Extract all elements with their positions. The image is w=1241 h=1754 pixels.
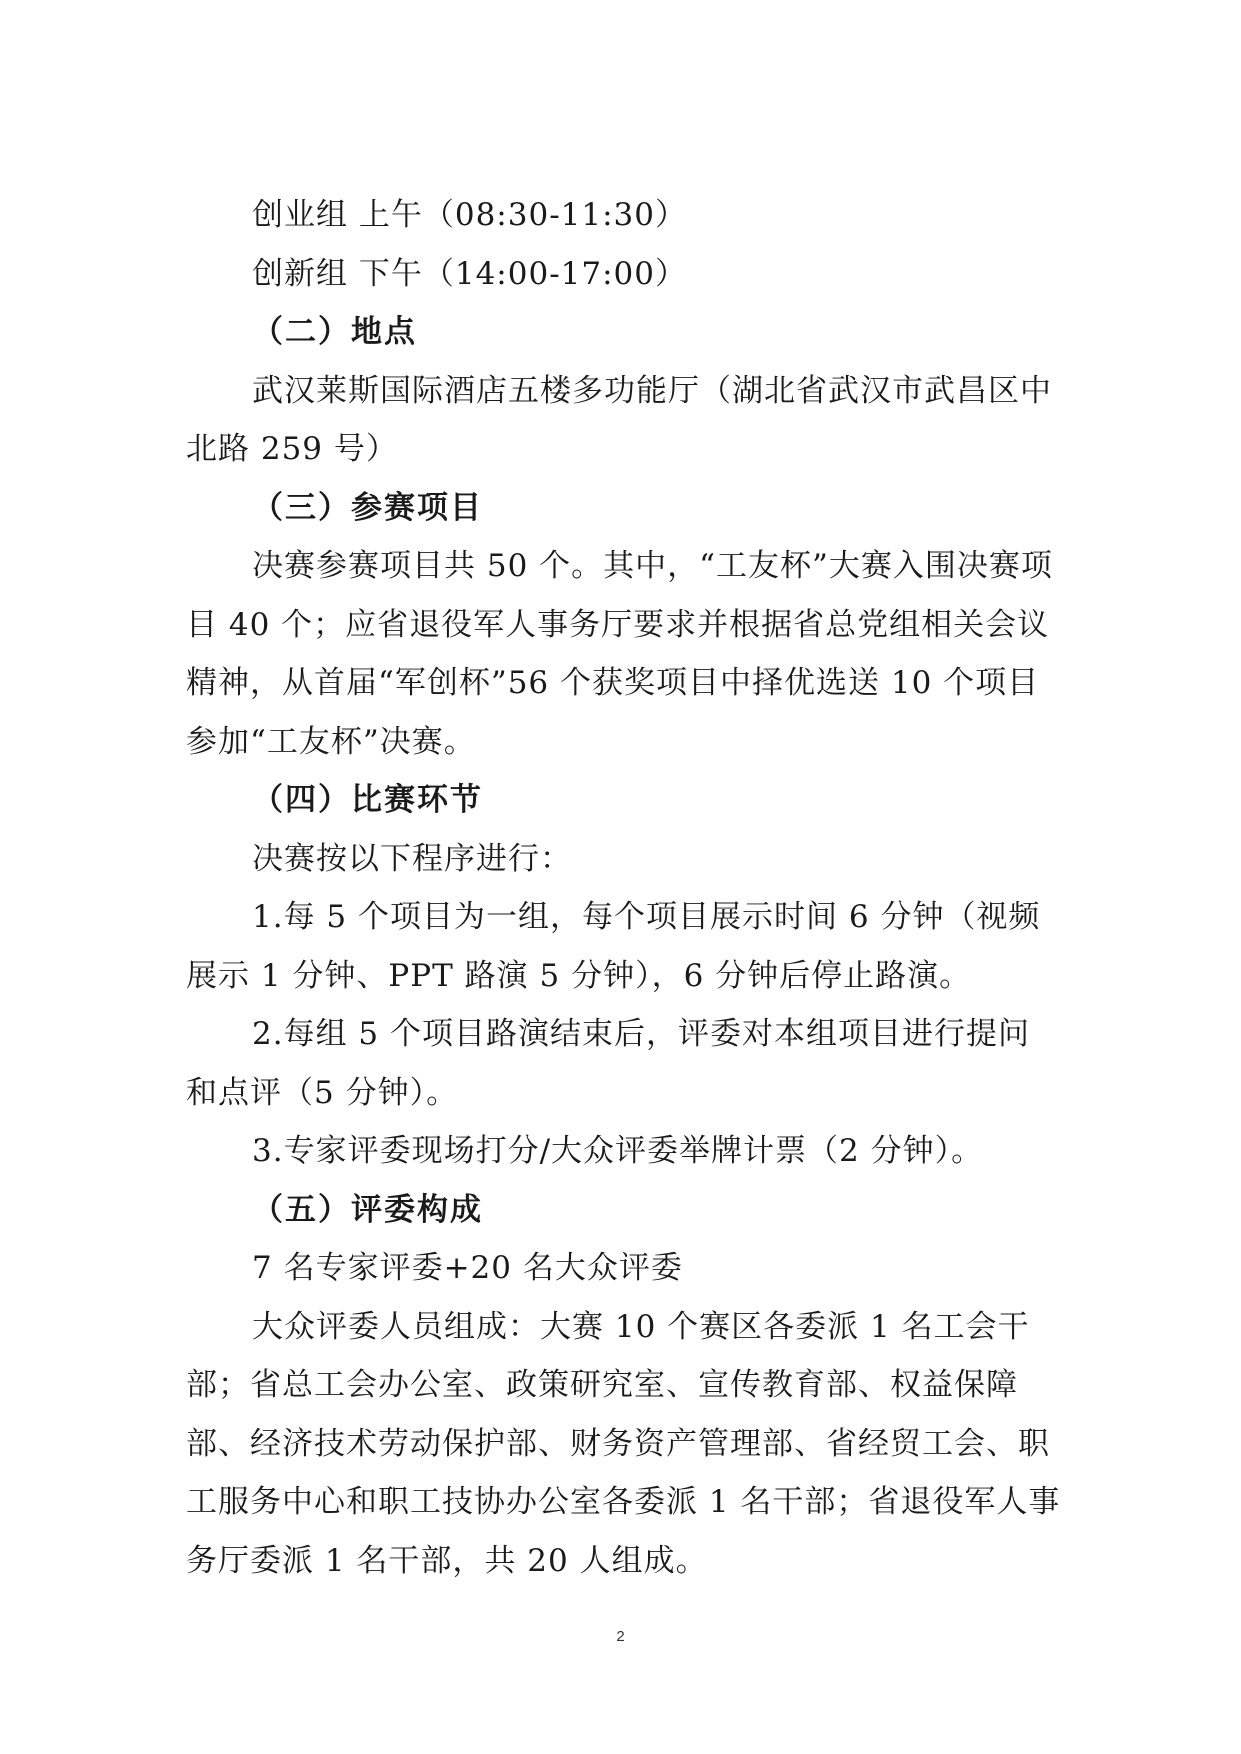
paragraph-projects: 决赛参赛项目共 50 个。其中，“工友杯”大赛入围决赛项目 40 个；应省退役军人事务厅要求并根据省总党组相关会议精神，从首届“军创杯”56 个获奖项目中择优选送 10 个项目参加“工友杯”决赛。 [186,548,1053,760]
paragraph-procedure-intro: 决赛按以下程序进行： [252,840,572,877]
paragraph-location: 武汉莱斯国际酒店五楼多功能厅（湖北省武汉市武昌区中北路 259 号） [186,372,1052,467]
heading-projects: （三）参赛项目 [252,489,483,526]
paragraph-innovation-group-time: 创新组 下午（14:00-17:00） [252,255,688,292]
page-number: 2 [616,1628,625,1645]
heading-location: （二）地点 [252,314,417,350]
paragraph-public-judges: 大众评委人员组成：大赛 10 个赛区各委派 1 名工会干部；省总工会办公室、政策研究室、宣传教育部、权益保障部、经济技术劳动保护部、财务资产管理部、省经贸工会、职工服务中心和职工技协办公室各委派 1 名干部；省退役军人事务厅委派 1 名干部，共 20 人组成。 [186,1308,1061,1579]
heading-judges: （五）评委构成 [252,1191,483,1228]
heading-competition-stages: （四）比赛环节 [252,782,483,818]
paragraph-procedure-step-3: 3.专家评委现场打分/大众评委举牌计票（2 分钟）。 [252,1133,984,1169]
paragraph-judges-count: 7 名专家评委+20 名大众评委 [252,1250,683,1286]
paragraph-procedure-step-2: 2.每组 5 个项目路演结束后，评委对本组项目进行提问和点评（5 分钟）。 [186,1016,1031,1111]
paragraph-startup-group-time: 创业组 上午（08:30-11:30） [252,197,688,233]
paragraph-procedure-step-1: 1.每 5 个项目为一组，每个项目展示时间 6 分钟（视频展示 1 分钟、PPT 路演 5 分钟），6 分钟后停止路演。 [186,899,1041,994]
document-body [186,186,1061,1590]
